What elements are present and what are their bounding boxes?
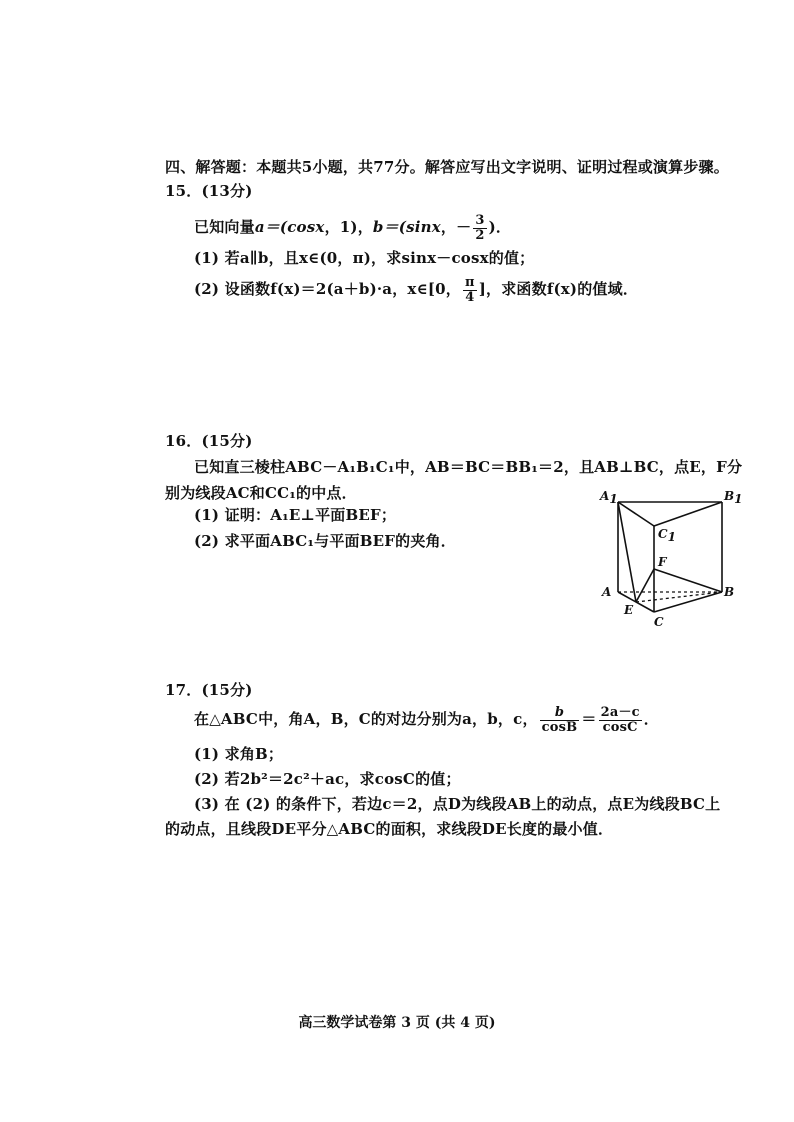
- segment-a1-e: [618, 502, 636, 602]
- q15-fraction: [473, 214, 486, 243]
- q15-part2: [194, 272, 638, 306]
- label-b: B: [724, 585, 735, 599]
- q17-part1: (1) 求角B；: [194, 745, 284, 763]
- q15-number: 15．(13分): [165, 182, 253, 200]
- q17-equals: ＝: [581, 710, 597, 728]
- q15-stem-end: )．: [488, 218, 512, 236]
- q16-part2: (2) 求平面ABC₁与平面BEF的夹角．: [194, 532, 456, 550]
- q17-f2-den: cosC: [599, 720, 642, 735]
- q17-stem-a: 在△ABC中，角A，B，C的对边分别为a，b，c，: [194, 710, 538, 728]
- q17-f1-num: b: [554, 704, 565, 720]
- label-c: C: [654, 615, 664, 629]
- label-f: F: [658, 555, 667, 569]
- q15-stem-neg: ，－: [440, 218, 472, 236]
- q17-fraction2: [599, 706, 642, 735]
- segment-f-b: [654, 569, 722, 592]
- label-e: E: [624, 603, 634, 617]
- prism-figure: [596, 484, 746, 630]
- hidden-segment-e-b: [636, 592, 722, 602]
- label-a: A: [602, 585, 612, 599]
- q17-part3-line2: 的动点，且线段DE平分△ABC的面积，求线段DE长度的最小值．: [165, 820, 614, 838]
- q15-stem-mid: ，1)，: [324, 218, 373, 236]
- edge-c1-b1: [654, 502, 722, 526]
- q17-fraction1: [540, 706, 580, 735]
- q15-p2-frac-num: π: [465, 274, 475, 290]
- q17-part3-line1: (3) 在 (2) 的条件下，若边c＝2，点D为线段AB上的动点，点E为线段BC上: [194, 795, 721, 813]
- q15-stem: [194, 210, 511, 244]
- q16-stem-line2: 别为线段AC和CC₁的中点．: [165, 484, 357, 502]
- q17-f1-den: cosB: [541, 719, 578, 735]
- q17-stem-end: ．: [643, 710, 659, 728]
- q15-p2-fraction: [463, 276, 477, 305]
- edge-a1-c1: [618, 502, 654, 526]
- q17-f2-num: 2a－c: [600, 704, 640, 720]
- q15-stem-prefix: 已知向量: [194, 218, 255, 236]
- q16-part1: (1) 证明：A₁E⊥平面BEF；: [194, 506, 397, 524]
- q15-p2-frac-den: 4: [463, 290, 477, 305]
- q15-p2-a: (2) 设函数f(x)＝2(a＋b)·a，x∈[0，: [194, 280, 462, 298]
- section-heading: 四、解答题：本题共5小题，共77分。解答应写出文字说明、证明过程或演算步骤。: [165, 158, 729, 176]
- q15-vector-a: a＝(cos: [254, 218, 316, 236]
- q17-part2: (2) 若2b²＝2c²＋ac，求cosC的值；: [194, 770, 461, 788]
- label-a1: A1: [600, 489, 618, 506]
- q17-number: 17．(15分): [165, 681, 253, 699]
- label-b1: B1: [724, 489, 743, 506]
- q15-vector-b: b＝(sin: [372, 218, 432, 236]
- q17-stem: [194, 702, 659, 736]
- q15-frac-den: 2: [475, 227, 485, 243]
- segment-e-f: [636, 569, 654, 602]
- q15-frac-num: 3: [475, 212, 485, 228]
- edge-c-b: [654, 592, 722, 612]
- label-c1: C1: [658, 527, 676, 544]
- q15-p2-b: ]，求函数f(x)的值域．: [478, 280, 639, 298]
- q16-stem-line1: 已知直三棱柱ABC－A₁B₁C₁中，AB＝BC＝BB₁＝2，且AB⊥BC，点E，F分: [194, 458, 743, 476]
- q15-x2: x: [431, 218, 441, 236]
- q15-x1: x: [315, 218, 325, 236]
- page-footer: 高三数学试卷第 3 页 (共 4 页): [298, 1015, 496, 1031]
- q15-part1: (1) 若a∥b，且x∈(0，π)，求sinx－cosx的值；: [194, 249, 535, 267]
- q16-number: 16．(15分): [165, 432, 253, 450]
